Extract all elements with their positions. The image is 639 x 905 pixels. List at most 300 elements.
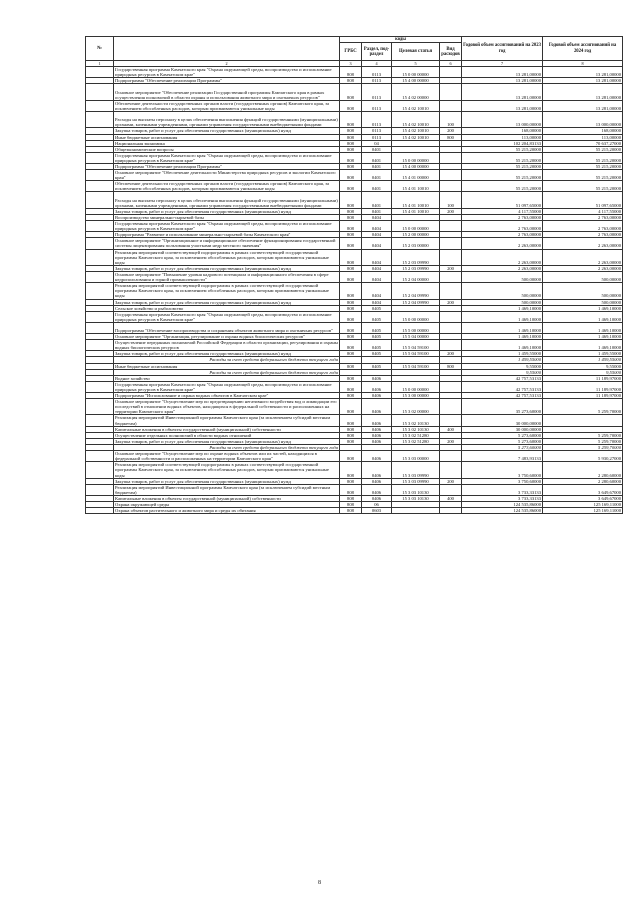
cell-csr: 15 5 04 00000 [392,334,440,340]
cell-s1: 3 750,60000 [462,478,543,484]
cell-s1: 13 281,00000 [462,67,543,78]
cell-rz: 0401 [362,181,392,192]
cell-rz: 0405 [362,311,392,322]
cell-s1: 42 757,53133 [462,381,543,392]
cell-s1: 55 215,20000 [462,146,543,152]
table-row [86,84,623,100]
cell-vr [440,221,462,232]
cell-s1: 1 469,10000 [462,322,543,333]
cell-csr: 15 3 03 00000 [392,451,440,462]
cell-name: Реализация мероприятий соответствующей подпрограммы в рамках соответствующей государственной программы Камчатского края, за исключением обособленных расходов, которым присваиваются уникальные коды [114,462,340,478]
cell-grbs: 808 [340,311,362,322]
cell-s2: 2 763,00000 [543,214,623,220]
cell-rz: 0401 [362,192,392,208]
cell-rz: 0405 [362,363,392,369]
col-index: 5 [392,61,440,67]
cell-s2: 1 459,55000 [543,351,623,357]
cell-grbs: 808 [340,128,362,134]
cell-s1: 51 097,65000 [462,192,543,208]
cell-num [86,484,114,495]
cell-rz: 0603 [362,508,392,514]
cell-vr: 100 [440,112,462,128]
cell-rz: 0113 [362,100,392,111]
cell-csr: 15 3 00 00000 [392,392,440,398]
cell-grbs: 808 [340,84,362,100]
cell-name: Реализация мероприятий Инвестиционной программы Камчатского края (за исключением субсидий местным бюджетам) [114,415,340,426]
cell-s2: 168,00000 [543,128,623,134]
cell-name: Иные бюджетные ассигнования [114,134,340,140]
cell-grbs: 808 [340,495,362,501]
cell-vr [440,415,462,426]
cell-grbs: 808 [340,181,362,192]
cell-grbs: 808 [340,340,362,351]
cell-vr: 400 [440,495,462,501]
cell-grbs: 808 [340,214,362,220]
cell-s1: 13 281,00000 [462,78,543,84]
budget-table [85,36,623,514]
cell-vr [440,340,462,351]
cell-s1: 2 263,00000 [462,265,543,271]
cell-rz: 0406 [362,462,392,478]
cell-grbs: 808 [340,363,362,369]
cell-vr [440,272,462,283]
cell-csr: 15 2 03 09990 [392,249,440,265]
cell-s2: 1 469,10000 [543,340,623,351]
cell-s1: 1 469,10000 [462,311,543,322]
cell-rz: 0401 [362,146,392,152]
cell-s1: 30 000,00000 [462,426,543,432]
cell-name: Подпрограмма "Обеспечение реализации Программы" [114,164,340,170]
cell-s2: 11 189,97000 [543,392,623,398]
cell-vr: 200 [440,351,462,357]
cell-s2: 2 763,00000 [543,221,623,232]
cell-s2: 9,55000 [543,369,623,375]
cell-rz: 0406 [362,399,392,415]
cell-csr: 15 4 00 00000 [392,164,440,170]
cell-grbs: 808 [340,351,362,357]
cell-s2: 55 215,20000 [543,152,623,163]
cell-rz: 0406 [362,392,392,398]
cell-s1: 168,00000 [462,128,543,134]
cell-s1: 2 763,00000 [462,221,543,232]
cell-grbs: 808 [340,192,362,208]
cell-vr [440,381,462,392]
cell-name: Реализация мероприятий соответствующей подпрограммы в рамках соответствующей государственной программы Камчатского края, за исключением обособленных расходов, которым присваиваются уникальные коды [114,283,340,299]
cell-name: Закупка товаров, работ и услуг для обеспечения государственных (муниципальных) нужд [114,265,340,271]
cell-s1: 102 204,83133 [462,140,543,146]
cell-csr: 15 2 03 00000 [392,238,440,249]
cell-num [86,152,114,163]
cell-name: Воспроизводство минерально-сырьевой базы [114,214,340,220]
cell-s2: 500,00000 [543,283,623,299]
cell-rz: 0406 [362,381,392,392]
cell-grbs: 808 [340,221,362,232]
cell-rz: 0404 [362,214,392,220]
cell-s1: 113,00000 [462,134,543,140]
cell-s1: 42 757,53133 [462,375,543,381]
col-header-num: № [86,37,114,61]
table-row [86,381,623,392]
cell-csr: 15 4 01 00000 [392,170,440,181]
cell-rz: 0406 [362,451,392,462]
cell-csr: 15 3 02 51280 [392,432,440,438]
table-row [86,399,623,415]
cell-name: Охрана объектов растительного и животного мира и среды их обитания [114,508,340,514]
cell-rz: 0406 [362,495,392,501]
cell-s1: 1 469,10000 [462,334,543,340]
cell-name: Основное мероприятие "Осуществление мер по охране водных объектов или их частей, находящихся в федеральной собственности и расположенных на территории Камчатского края" [114,451,340,462]
cell-grbs: 808 [340,140,362,146]
cell-rz: 0401 [362,208,392,214]
cell-csr: 15 0 00 00000 [392,381,440,392]
cell-s1: 9,55000 [462,369,543,375]
cell-s1: 13 281,00000 [462,84,543,100]
cell-name: Основное мероприятие "Повышение уровня кадрового потенциала и информационного обеспечения в сфере недропользования и горной промышленности" [114,272,340,283]
cell-name: Подпрограмма "Обеспечение воспроизводства и сохранения объектов животного мира и охотничьих ресурсов" [114,322,340,333]
cell-rz: 0113 [362,84,392,100]
cell-s1: 3 750,60000 [462,462,543,478]
cell-grbs: 808 [340,501,362,507]
cell-vr: 400 [440,426,462,432]
cell-s1: 1 469,10000 [462,305,543,311]
cell-vr: 200 [440,208,462,214]
cell-s2: 3 649,67000 [543,484,623,495]
col-index: 2 [114,61,340,67]
cell-csr: 15 4 02 10010 [392,100,440,111]
cell-s2: 3 649,67000 [543,495,623,501]
table-row [86,181,623,192]
cell-grbs: 808 [340,208,362,214]
col-header-csr: Целевая статья [392,43,440,61]
cell-csr: 15 3 03 10130 [392,484,440,495]
cell-s1: 5 273,60000 [462,438,543,444]
cell-name: Основное мероприятие "Организация, регулирование и охрана водных биологических ресурсов" [114,334,340,340]
cell-grbs: 808 [340,100,362,111]
cell-s2: 4 117,55000 [543,208,623,214]
cell-s2: 500,00000 [543,272,623,283]
cell-s1: 13 000,00000 [462,112,543,128]
cell-name: Расходы на выплаты персоналу в целях обеспечения выполнения функций государственными (муниципальными) органами, казенными учреждениями, органами управления государственными внебюджетными фондами [114,192,340,208]
cell-csr: 15 3 02 10130 [392,426,440,432]
cell-grbs: 808 [340,152,362,163]
cell-vr: 100 [440,192,462,208]
cell-rz: 0404 [362,272,392,283]
cell-grbs: 808 [340,478,362,484]
cell-rz: 0404 [362,221,392,232]
cell-s1: 500,00000 [462,272,543,283]
cell-num [86,238,114,249]
cell-s2: 125 169,11000 [543,508,623,514]
cell-rz: 0404 [362,232,392,238]
cell-num [86,272,114,283]
col-index: 7 [462,61,543,67]
col-index: 4 [362,61,392,67]
cell-name: Реализация мероприятий Инвестиционной программы Камчатского края (за исключением субсидий местным бюджетам) [114,484,340,495]
cell-grbs: 808 [340,484,362,495]
cell-csr: 15 5 04 59100 [392,363,440,369]
cell-rz: 0406 [362,375,392,381]
cell-num [86,100,114,111]
col-header-razdel: Раздел, под-раздел [362,43,392,61]
cell-s1: 124 535,86000 [462,501,543,507]
cell-name: Осуществление переданных полномочий Российской Федерации в области организации, регулирования и охраны водных биологических ресурсов [115,340,338,351]
cell-csr: 15 4 02 10010 [392,128,440,134]
cell-s1: 55 215,20000 [462,181,543,192]
cell-s1: 124 535,86000 [462,508,543,514]
cell-grbs: 808 [340,78,362,84]
table-row [86,484,623,495]
cell-s2: 1 469,10000 [543,322,623,333]
cell-vr [440,508,462,514]
cell-s1: 42 757,53133 [462,392,543,398]
page-number: 8 [318,880,321,886]
cell-vr [440,170,462,181]
cell-vr [440,399,462,415]
cell-rz: 0406 [362,432,392,438]
table-row [86,170,623,181]
cell-s1: 55 215,20000 [462,164,543,170]
table-row [86,322,623,333]
cell-num [86,322,114,333]
cell-num [86,192,114,208]
cell-s2: 51 097,65000 [543,192,623,208]
cell-name: Капитальные вложения в объекты государственной (муниципальной) собственности [114,495,340,501]
cell-s2: 55 215,20000 [543,181,623,192]
cell-s1: 2 763,00000 [462,232,543,238]
cell-s1: 5 273,60000 [462,444,543,450]
cell-s1: 500,00000 [462,299,543,305]
cell-rz: 0405 [362,340,392,351]
cell-num [86,283,114,299]
table-row [86,415,623,426]
cell-grbs: 808 [340,438,362,444]
cell-name: Закупка товаров, работ и услуг для обеспечения государственных (муниципальных) нужд [114,299,340,305]
table-row [86,311,623,322]
table-row [86,221,623,232]
cell-s1: 3 733,33133 [462,484,543,495]
cell-name: Реализация мероприятий соответствующей подпрограммы в рамках соответствующей государственной программы Камчатского края, за исключением обособленных расходов, которым присваиваются уникальные коды [114,249,340,265]
cell-s2: 9,55000 [543,363,623,369]
cell-rz: 0113 [362,128,392,134]
cell-s1: 13 281,00000 [462,100,543,111]
cell-s2: 11 189,97000 [543,381,623,392]
cell-s2: 2 280,60000 [543,478,623,484]
cell-s2: 113,00000 [543,134,623,140]
table-row [86,340,623,351]
cell-name: Подпрограмма "Развитие и использование минерально-сырьевой базы Камчатского края" [114,232,340,238]
cell-vr [440,152,462,163]
table-row [86,451,623,462]
table-row [86,283,623,299]
cell-num [86,221,114,232]
cell-csr [392,508,440,514]
cell-s1: 55 215,20000 [462,152,543,163]
cell-num [86,451,114,462]
cell-name: Водное хозяйство [114,375,340,381]
cell-s2: 13 281,00000 [543,78,623,84]
cell-s1: 2 763,00000 [462,214,543,220]
cell-csr: 15 5 04 59100 [392,351,440,357]
cell-num [86,84,114,100]
cell-csr: 15 3 03 09990 [392,478,440,484]
cell-csr: 15 2 03 09990 [392,265,440,271]
cell-s2: 11 189,97000 [543,375,623,381]
cell-grbs: 808 [340,170,362,181]
cell-name: Закупка товаров, работ и услуг для обеспечения государственных (муниципальных) нужд [114,351,340,357]
table-row [86,272,623,283]
cell-rz: 0406 [362,438,392,444]
cell-rz: 0404 [362,249,392,265]
cell-vr [440,100,462,111]
cell-grbs: 808 [340,67,362,78]
cell-s2: 70 637,27000 [543,140,623,146]
cell-name: Закупка товаров, работ и услуг для обеспечения государственных (муниципальных) нужд [114,478,340,484]
cell-grbs: 808 [340,508,362,514]
cell-s1: 5 273,60000 [462,432,543,438]
cell-num [86,381,114,392]
cell-grbs: 808 [340,375,362,381]
cell-rz: 0404 [362,283,392,299]
cell-name: Основное мероприятие "Обеспечение реализации Государственной программы Камчатского края в рамках осуществления полномочий в области охраны и использования животного мира и охотничьих ресурсов" [114,84,340,100]
cell-vr: 200 [440,299,462,305]
cell-s2: 2 263,00000 [543,265,623,271]
cell-num [86,415,114,426]
cell-csr: 15 4 01 10010 [392,181,440,192]
table-body [86,67,623,514]
cell-csr: 15 0 00 00000 [392,67,440,78]
cell-s1: 7 483,93133 [462,451,543,462]
table-row [86,192,623,208]
table-row [86,508,623,514]
cell-grbs: 808 [340,299,362,305]
cell-s1: 1 469,10000 [462,340,543,351]
cell-name: Основное мероприятие "Осуществление мер по предотвращению негативного воздействия вод и ликвидации его последствий в отношении водных объектов, находящихся в федеральной собственности и расположенных на территории Камчатского края" [114,399,340,415]
cell-csr: 15 3 02 51280 [392,438,440,444]
cell-rz: 04 [362,140,392,146]
cell-rz: 0406 [362,478,392,484]
cell-name: Обеспечение деятельности государственных органов власти (государственных органов) Камчатского края, за исключением обособленных расходов, которым присваиваются уникальные коды [114,181,340,192]
cell-num [86,170,114,181]
cell-rz: 06 [362,501,392,507]
cell-s1: 2 263,00000 [462,238,543,249]
cell-name: Основное мероприятие "Организационное и информационное обеспечение функционирования государственной системы лицензирования пользования участками недр местного значения" [114,238,340,249]
cell-s2: 13 000,00000 [543,112,623,128]
cell-grbs: 808 [340,146,362,152]
col-index: 6 [440,61,462,67]
cell-name: Государственная программа Камчатского края "Охрана окружающей среды, воспроизводство и использование природных ресурсов в Камчатском крае" [114,381,340,392]
cell-rz: 0404 [362,238,392,249]
cell-vr [440,238,462,249]
cell-grbs: 808 [340,392,362,398]
cell-vr [440,181,462,192]
cell-rz: 0404 [362,265,392,271]
cell-s2 [543,415,623,426]
col-header-grbs: ГРБС [340,43,362,61]
cell-name: Общеэкономические вопросы [114,146,340,152]
table-row [86,152,623,163]
cell-grbs: 808 [340,272,362,283]
cell-name: Иные бюджетные ассигнования [114,363,340,369]
cell-vr [440,484,462,495]
cell-num [86,399,114,415]
cell-csr: 15 2 04 09990 [392,283,440,299]
col-index: 3 [340,61,362,67]
cell-s2: 2 263,00000 [543,249,623,265]
cell-grbs: 808 [340,283,362,299]
cell-vr: 800 [440,134,462,140]
cell-vr [440,451,462,462]
cell-grbs: 808 [340,415,362,426]
table-row [86,462,623,478]
cell-csr: 15 4 02 10010 [392,112,440,128]
cell-rz: 0405 [362,351,392,357]
col-header-codes: коды [340,37,462,43]
cell-rz: 0401 [362,170,392,181]
cell-s1: 2 263,00000 [462,249,543,265]
cell-csr: 15 0 00 00000 [392,152,440,163]
cell-name: Расходы за счет средств федерального бюджета текущего года [114,357,340,363]
cell-s2: 55 215,20000 [543,170,623,181]
cell-csr: 15 4 02 10010 [392,134,440,140]
cell-rz: 0405 [362,322,392,333]
cell-grbs: 808 [340,164,362,170]
cell-csr: 15 5 04 59100 [392,340,440,351]
table-row [86,249,623,265]
cell-name: Капитальные вложения в объекты государственной (муниципальной) собственности [114,426,340,432]
cell-vr [440,311,462,322]
col-header-sum2024: Годовой объем ассигнований на 2024 год [543,37,623,61]
cell-name: Закупка товаров, работ и услуг для обеспечения государственных (муниципальных) нужд [114,208,340,214]
cell-vr: 200 [440,128,462,134]
cell-num [86,508,114,514]
cell-rz: 0113 [362,112,392,128]
cell-name: Осуществление отдельных полномочий в области водных отношений [114,432,340,438]
budget-table-sheet [85,36,622,514]
cell-s2: 13 281,00000 [543,67,623,78]
cell-s2: 5 259,70000 [543,438,623,444]
cell-s2: 500,00000 [543,299,623,305]
cell-s1: 1 459,55000 [462,357,543,363]
table-row [86,100,623,111]
cell-csr: 15 5 00 00000 [392,322,440,333]
cell-rz: 0113 [362,67,392,78]
cell-rz: 0113 [362,78,392,84]
cell-name: Основное мероприятие "Обеспечение деятельности Министерства природных ресурсов и экологии Камчатского края" [114,170,340,181]
cell-csr: 15 3 03 09990 [392,462,440,478]
cell-vr: 800 [440,363,462,369]
cell-csr: 15 4 01 10010 [392,192,440,208]
cell-rz: 0406 [362,426,392,432]
cell-s2: 125 169,11000 [543,501,623,507]
cell-grbs: 808 [340,451,362,462]
cell-vr [440,283,462,299]
cell-s2: 13 281,00000 [543,84,623,100]
cell-rz: 0401 [362,164,392,170]
cell-name: Закупка товаров, работ и услуг для обеспечения государственных (муниципальных) нужд [114,128,340,134]
cell-num [86,249,114,265]
cell-grbs: 808 [340,249,362,265]
cell-grbs: 808 [340,334,362,340]
cell-s2: 1 469,10000 [543,305,623,311]
cell-vr [440,462,462,478]
cell-csr: 15 3 02 00000 [392,399,440,415]
cell-name: Обеспечение деятельности государственных органов власти (государственных органов) Камчатского края, за исключением обособленных расходов, которым присваиваются уникальные коды [114,100,340,111]
cell-csr: 15 2 00 00000 [392,232,440,238]
cell-grbs: 808 [340,399,362,415]
cell-rz: 0404 [362,299,392,305]
cell-grbs: 808 [340,265,362,271]
cell-s1: 4 117,55000 [462,208,543,214]
